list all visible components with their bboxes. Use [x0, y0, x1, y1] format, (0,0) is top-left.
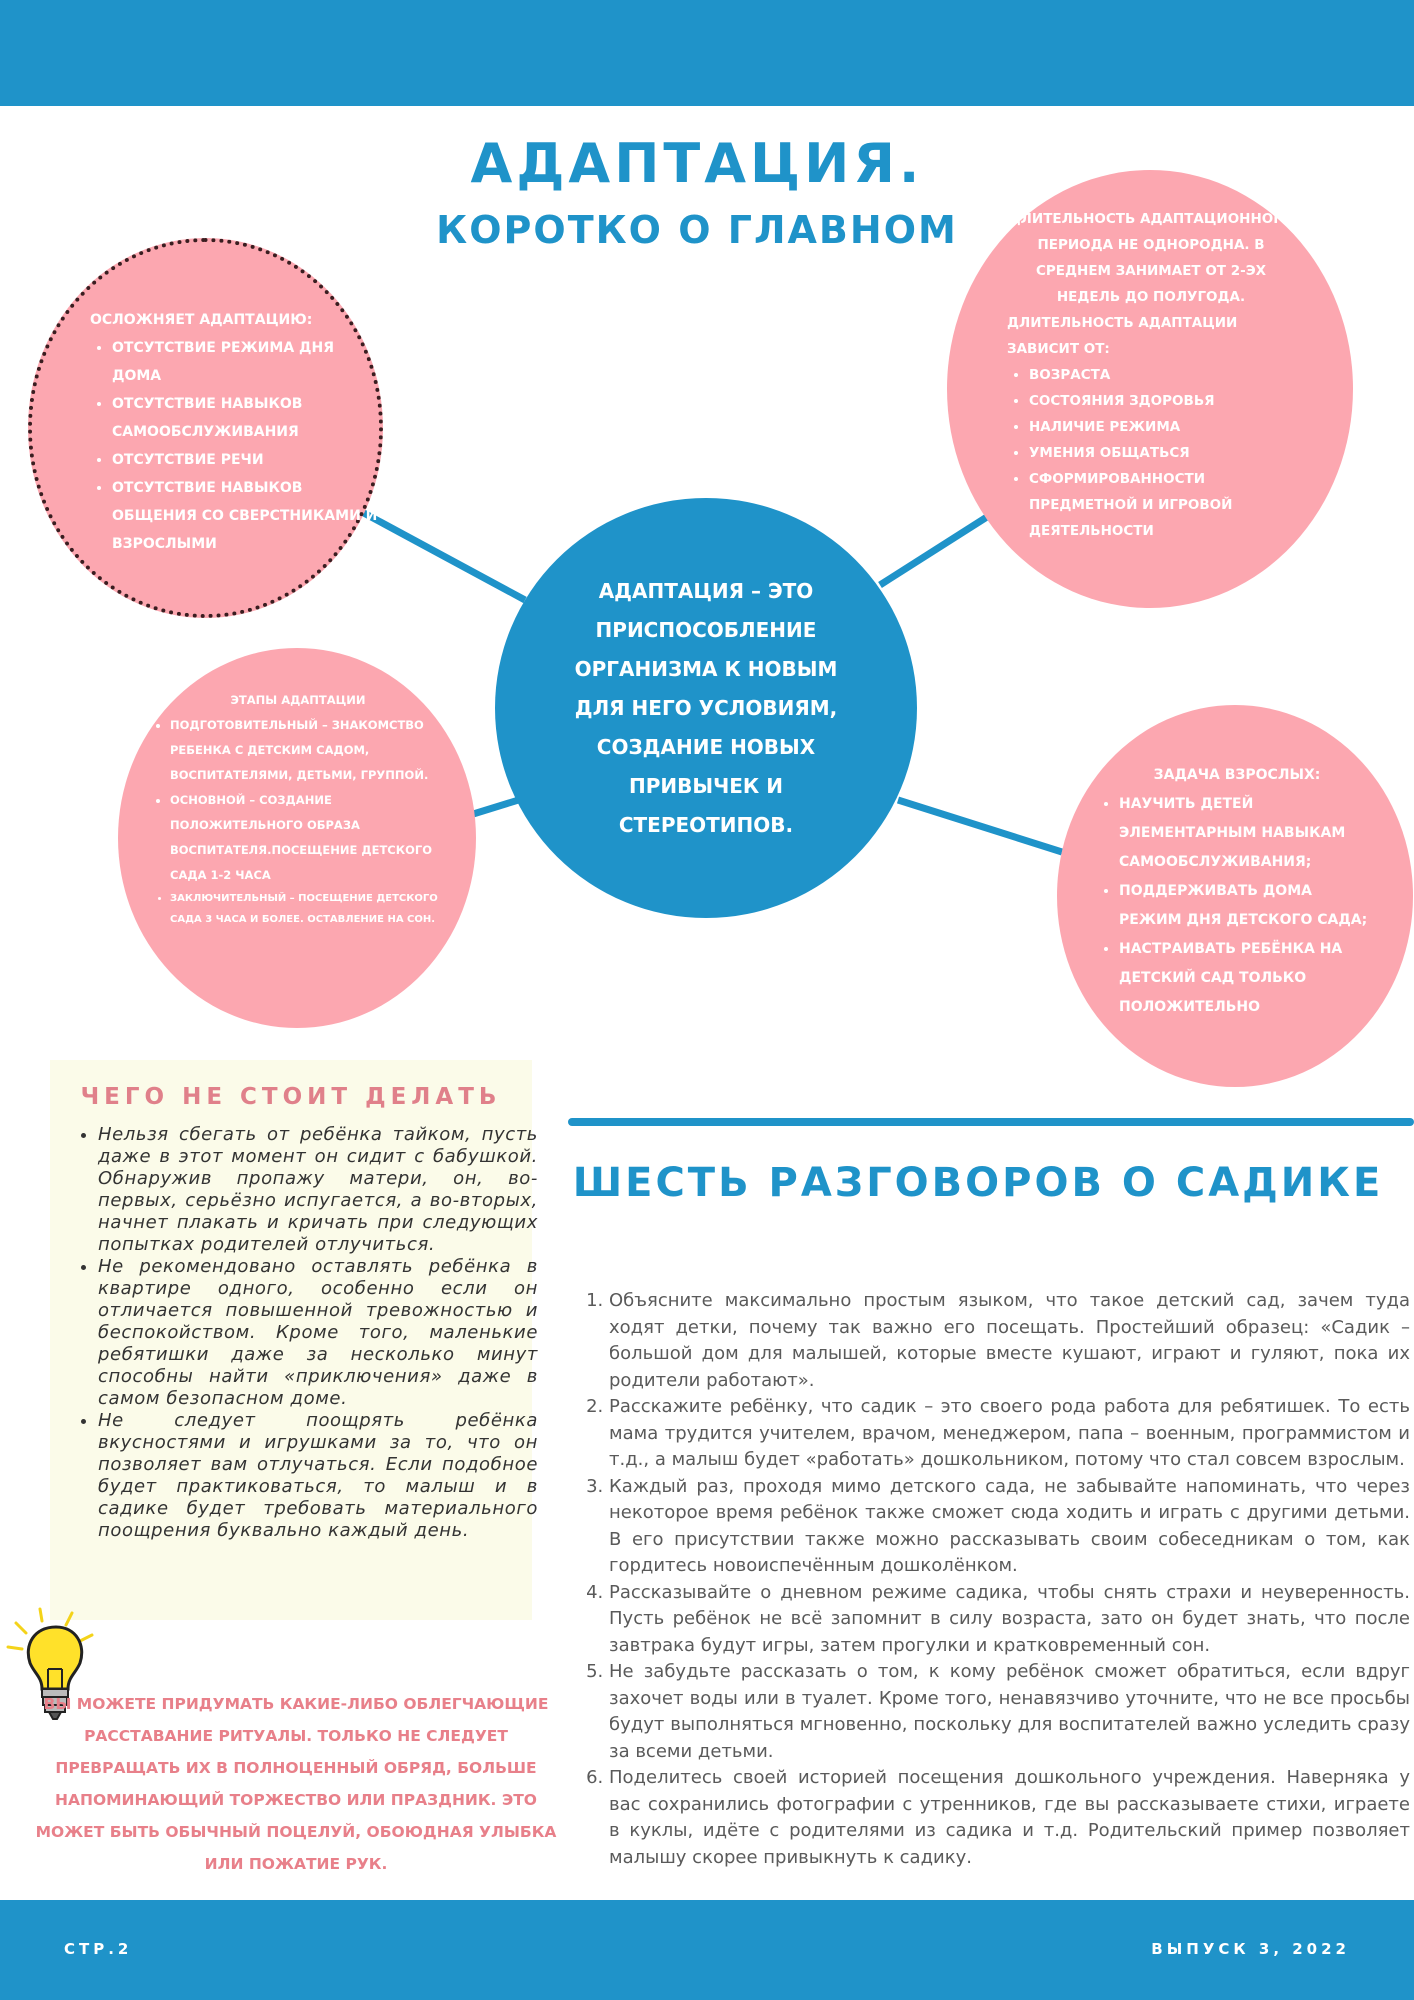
list-item: • ОТСУТСТВИЕ НАВЫКОВ САМООБСЛУЖИВАНИЯ: [112, 390, 380, 446]
dont-title: ЧЕГО НЕ СТОИТ ДЕЛАТЬ: [80, 1084, 502, 1110]
list-item: • ЗАКЛЮЧИТЕЛЬНЫЙ – ПОСЕЩЕНИЕ ДЕТСКОГО САДА 3 ЧАСА И БОЛЕЕ. ОСТАВЛЕНИЕ НА СОН.: [170, 888, 448, 930]
connector-line-top-left: [362, 512, 525, 600]
duration-circle: [947, 170, 1353, 608]
page-number: СТР.2: [64, 1940, 133, 1958]
dont-box: [50, 1060, 538, 1620]
list-item: • Не следует поощрять ребёнка вкусностями и игрушками за то, что он позволяет вам отлучаться. Если подобное будет практиковаться, то малыш и в садике будет требовать материального поощрения буквально каждый день.: [98, 1410, 538, 1542]
complicates-list: [90, 334, 380, 558]
six-conversations-list: [585, 1288, 1410, 1871]
duration-list: [1007, 362, 1295, 544]
list-item: • НАСТРАИВАТЬ РЕБЁНКА НА ДЕТСКИЙ САД ТОЛЬКО ПОЛОЖИТЕЛЬНО: [1119, 935, 1377, 1022]
issue-label: ВЫПУСК 3, 2022: [1151, 1940, 1350, 1958]
adult-task-circle: [1057, 705, 1413, 1087]
list-item: • СОСТОЯНИЯ ЗДОРОВЬЯ: [1029, 388, 1295, 414]
connector-line-top-right: [880, 515, 990, 585]
list-item: • Не рекомендовано оставлять ребёнка в квартире одного, особенно если он отличается повышенной тревожностью и беспокойством. Кроме того, маленькие ребятишки даже за несколько минут способны найти «приключения» даже в самом безопасном доме.: [98, 1256, 538, 1410]
list-item: • ПОДГОТОВИТЕЛЬНЫЙ – ЗНАКОМСТВО РЕБЕНКА С ДЕТСКИМ САДОМ, ВОСПИТАТЕЛЯМИ, ДЕТЬМИ, ГРУППОЙ.: [170, 713, 448, 788]
page-title: АДАПТАЦИЯ.: [470, 132, 924, 195]
six-conversations-title: ШЕСТЬ РАЗГОВОРОВ О САДИКЕ: [572, 1160, 1384, 1206]
duration-intro: ДЛИТЕЛЬНОСТЬ АДАПТАЦИОННОГО ПЕРИОДА НЕ ОДНОРОДНА. В СРЕДНЕМ ЗАНИМАЕТ ОТ 2-ЭХ НЕДЕЛЬ ДО ПОЛУГОДА.: [1008, 211, 1294, 305]
definition-text: АДАПТАЦИЯ – ЭТО ПРИСПОСОБЛЕНИЕ ОРГАНИЗМА К НОВЫМ ДЛЯ НЕГО УСЛОВИЯМ, СОЗДАНИЕ НОВЫХ ПРИВЫЧЕК И СТЕРЕОТИПОВ.: [574, 578, 838, 837]
adult-task-list: [1097, 790, 1377, 1022]
list-item: • ОТСУТСТВИЕ РЕЖИМА ДНЯ ДОМА: [112, 334, 380, 390]
section-divider: [568, 1118, 1414, 1126]
adult-task-heading: ЗАДАЧА ВЗРОСЛЫХ:: [1153, 767, 1321, 783]
list-item: • НАУЧИТЬ ДЕТЕЙ ЭЛЕМЕНТАРНЫМ НАВЫКАМ САМООБСЛУЖИВАНИЯ;: [1119, 790, 1377, 877]
complicates-heading: ОСЛОЖНЯЕТ АДАПТАЦИЮ:: [90, 312, 313, 328]
page-subtitle: КОРОТКО О ГЛАВНОМ: [436, 208, 958, 252]
list-item: • ОТСУТСТВИЕ РЕЧИ: [112, 446, 380, 474]
list-item: 4. Рассказывайте о дневном режиме садика, чтобы снять страхи и неуверенность. Пусть ребёнок не всё запомнит в силу возраста, зато он будет знать, что после завтрака будут игры, затем прогулки и кратковременный сон.: [609, 1580, 1410, 1660]
duration-depends-heading: ДЛИТЕЛЬНОСТЬ АДАПТАЦИИ ЗАВИСИТ ОТ:: [1007, 315, 1238, 357]
list-item: 6. Поделитесь своей историей посещения дошкольного учреждения. Наверняка у вас сохранились фотографии с утренников, где вы рассказываете стихи, играете в куклы, идёте с родителями из садика и т.д. Родительский пример позволяет малышу скорее привыкнуть к садику.: [609, 1765, 1410, 1871]
tip-text: ВЫ МОЖЕТЕ ПРИДУМАТЬ КАКИЕ-ЛИБО ОБЛЕГЧАЮЩИЕ РАССТАВАНИЕ РИТУАЛЫ. ТОЛЬКО НЕ СЛЕДУЕТ ПРЕВРАЩАТЬ ИХ В ПОЛНОЦЕННЫЙ ОБРЯД, БОЛЬШЕ НАПОМИНАЮЩИЙ ТОРЖЕСТВО ИЛИ ПРАЗДНИК. ЭТО МОЖЕТ БЫТЬ ОБЫЧНЫЙ ПОЦЕЛУЙ, ОБОЮДНАЯ УЛЫБКА ИЛИ ПОЖАТИЕ РУК.: [35, 1695, 557, 1873]
list-item: 5. Не забудьте рассказать о том, к кому ребёнок сможет обратиться, если вдруг захочет воды или в туалет. Кроме того, ненавязчиво уточните, что не все просьбы будут выполняться мгновенно, поскольку для воспитателей важно уследить сразу за всеми детьми.: [609, 1659, 1410, 1765]
list-item: • ПОДДЕРЖИВАТЬ ДОМА РЕЖИМ ДНЯ ДЕТСКОГО САДА;: [1119, 877, 1377, 935]
stages-list: [148, 713, 448, 930]
list-item: • НАЛИЧИЕ РЕЖИМА: [1029, 414, 1295, 440]
list-item: • Нельзя сбегать от ребёнка тайком, пусть даже в этот момент он сидит с бабушкой. Обнаружив пропажу матери, он, во-первых, серьёзно испугается, а во-вторых, начнет плакать и кричать при следующих попытках родителей отлучиться.: [98, 1124, 538, 1256]
stages-heading: ЭТАПЫ АДАПТАЦИИ: [230, 693, 366, 707]
list-item: 1. Объясните максимально простым языком, что такое детский сад, зачем туда ходят детки, почему так важно его посещать. Простейший образец: «Садик – большой дом для малышей, которые вместе кушают, играют и гуляют, пока их родители работают».: [609, 1288, 1410, 1394]
list-item: 3. Каждый раз, проходя мимо детского сада, не забывайте напоминать, что через некоторое время ребёнок также сможет сюда ходить и играть с другими детьми. В его присутствии также можно рассказывать своим собеседникам о том, как гордитесь новоиспечённым дошколёнком.: [609, 1474, 1410, 1580]
connector-line-bottom-right: [898, 800, 1062, 852]
list-item: • УМЕНИЯ ОБЩАТЬСЯ: [1029, 440, 1295, 466]
dont-list: [68, 1124, 538, 1542]
list-item: • ОТСУТСТВИЕ НАВЫКОВ ОБЩЕНИЯ СО СВЕРСТНИКАМИ И ВЗРОСЛЫМИ: [112, 474, 380, 558]
list-item: • СФОРМИРОВАННОСТИ ПРЕДМЕТНОЙ И ИГРОВОЙ ДЕЯТЕЛЬНОСТИ: [1029, 466, 1295, 544]
complicates-circle: [28, 238, 383, 618]
stages-circle: [118, 648, 476, 1028]
definition-circle: [495, 498, 917, 918]
list-item: • ОСНОВНОЙ – СОЗДАНИЕ ПОЛОЖИТЕЛЬНОГО ОБРАЗА ВОСПИТАТЕЛЯ.ПОСЕЩЕНИЕ ДЕТСКОГО САДА 1-2 ЧАСА: [170, 788, 448, 888]
list-item: • ВОЗРАСТА: [1029, 362, 1295, 388]
list-item: 2. Расскажите ребёнку, что садик – это своего рода работа для ребятишек. То есть мама трудится учителем, врачом, менеджером, папа – военным, программистом и т.д., а малыш будет «работать» дошкольником, потому что стал совсем взрослым.: [609, 1394, 1410, 1474]
